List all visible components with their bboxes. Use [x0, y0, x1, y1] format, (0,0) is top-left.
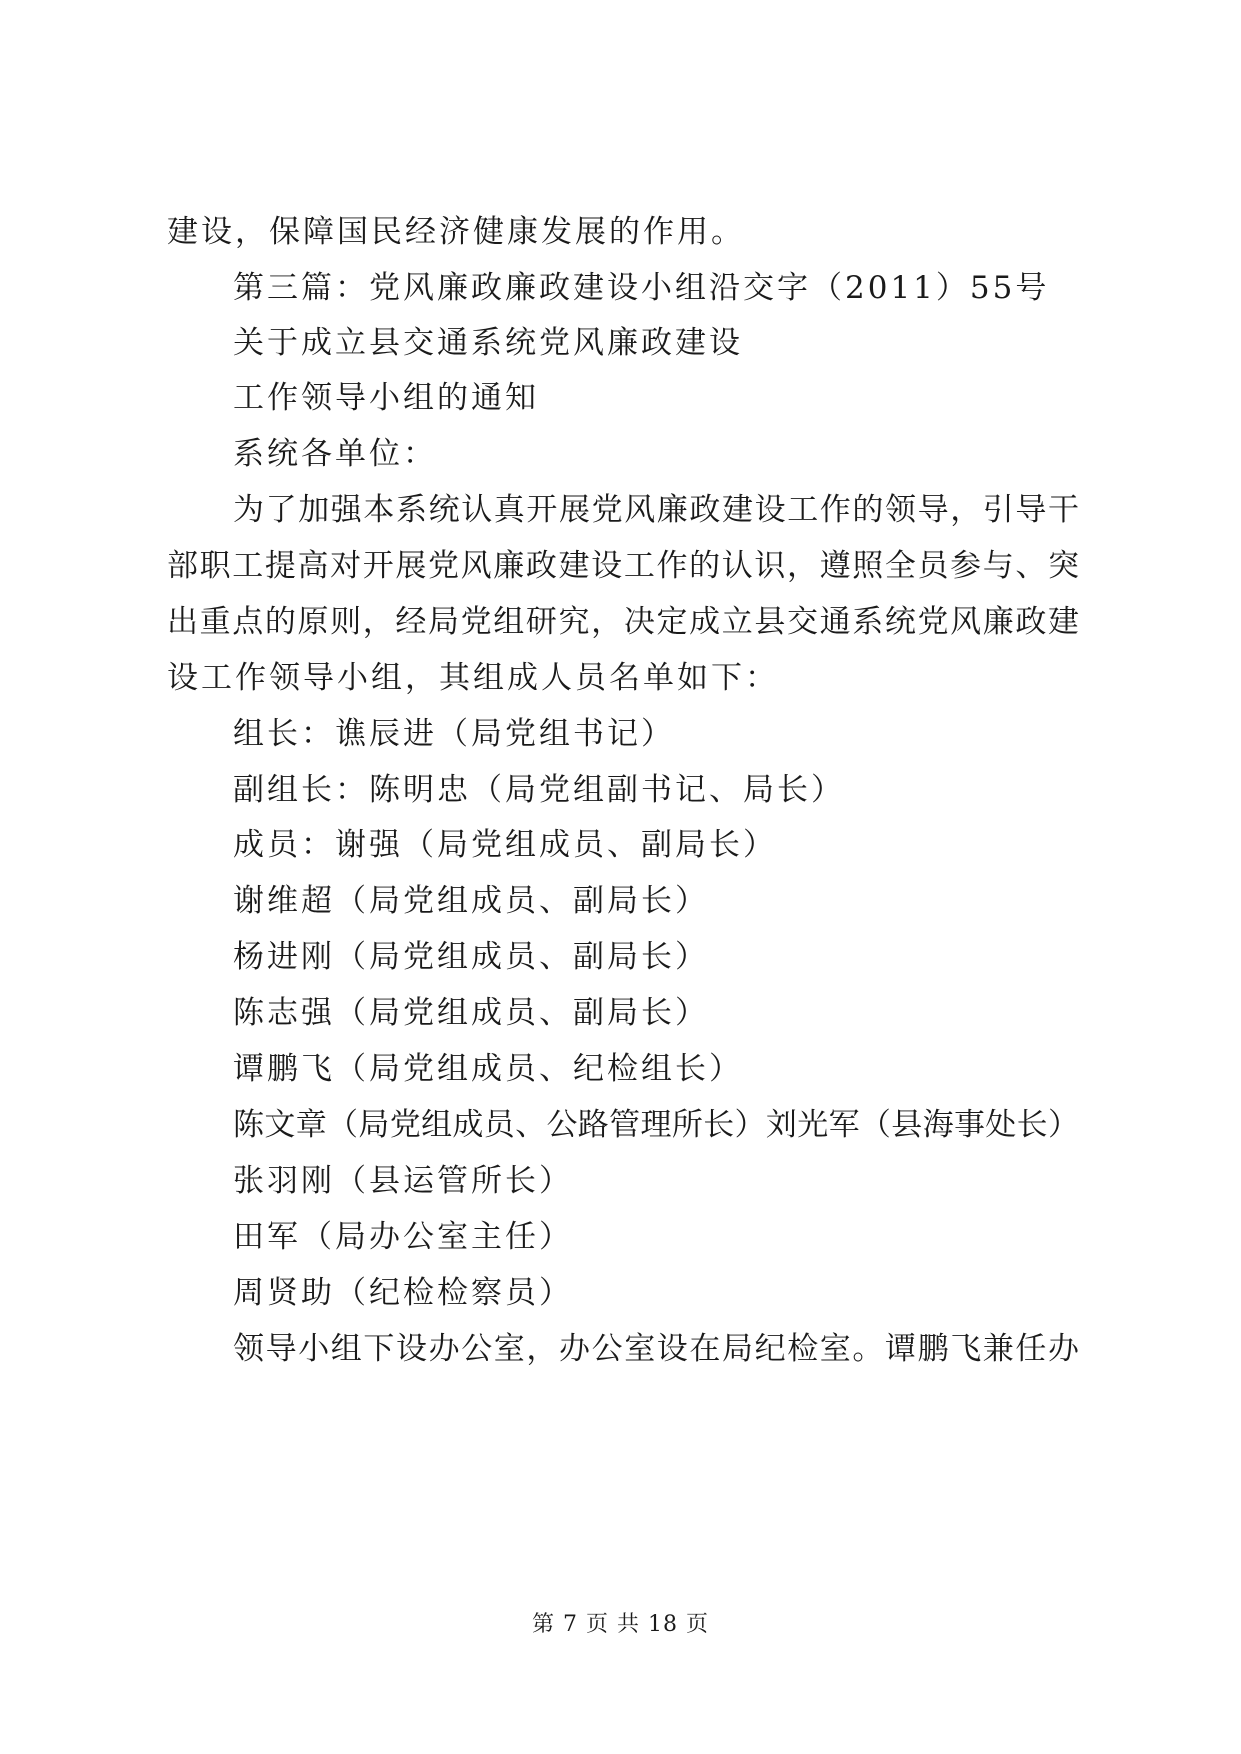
notice-title-line: 工作领导小组的通知	[233, 380, 539, 416]
member-line: 周贤助（纪检检察员）	[233, 1275, 573, 1311]
member-line: 组长：谯辰进（局党组书记）	[233, 716, 675, 752]
body-text-line: 领导小组下设办公室，办公室设在局纪检室。谭鹏飞兼任办	[233, 1331, 1079, 1367]
notice-title-line: 关于成立县交通系统党风廉政建设	[233, 325, 743, 361]
page-number-footer: 第 7 页 共 18 页	[532, 1612, 709, 1637]
member-line: 张羽刚（县运管所长）	[233, 1163, 573, 1199]
section-heading: 第三篇：党风廉政廉政建设小组沿交字（2011）55号	[233, 270, 1050, 306]
member-line: 杨进刚（局党组成员、副局长）	[233, 939, 709, 975]
body-text-line: 设工作领导小组，其组成人员名单如下：	[167, 660, 779, 696]
member-line: 副组长：陈明忠（局党组副书记、局长）	[233, 772, 845, 808]
body-text-line: 建设，保障国民经济健康发展的作用。	[167, 214, 745, 250]
member-line: 田军（局办公室主任）	[233, 1219, 573, 1255]
member-line: 陈文章（局党组成员、公路管理所长）刘光军（县海事处长）	[233, 1107, 1079, 1143]
member-line: 成员：谢强（局党组成员、副局长）	[233, 827, 777, 863]
body-text-line: 部职工提高对开展党风廉政建设工作的认识，遵照全员参与、突	[167, 548, 1079, 584]
member-line: 谭鹏飞（局党组成员、纪检组长）	[233, 1051, 743, 1087]
member-line: 谢维超（局党组成员、副局长）	[233, 883, 709, 919]
salutation: 系统各单位：	[233, 436, 437, 472]
body-text-line: 为了加强本系统认真开展党风廉政建设工作的领导，引导干	[233, 492, 1079, 528]
member-line: 陈志强（局党组成员、副局长）	[233, 995, 709, 1031]
body-text-line: 出重点的原则，经局党组研究，决定成立县交通系统党风廉政建	[167, 604, 1079, 640]
